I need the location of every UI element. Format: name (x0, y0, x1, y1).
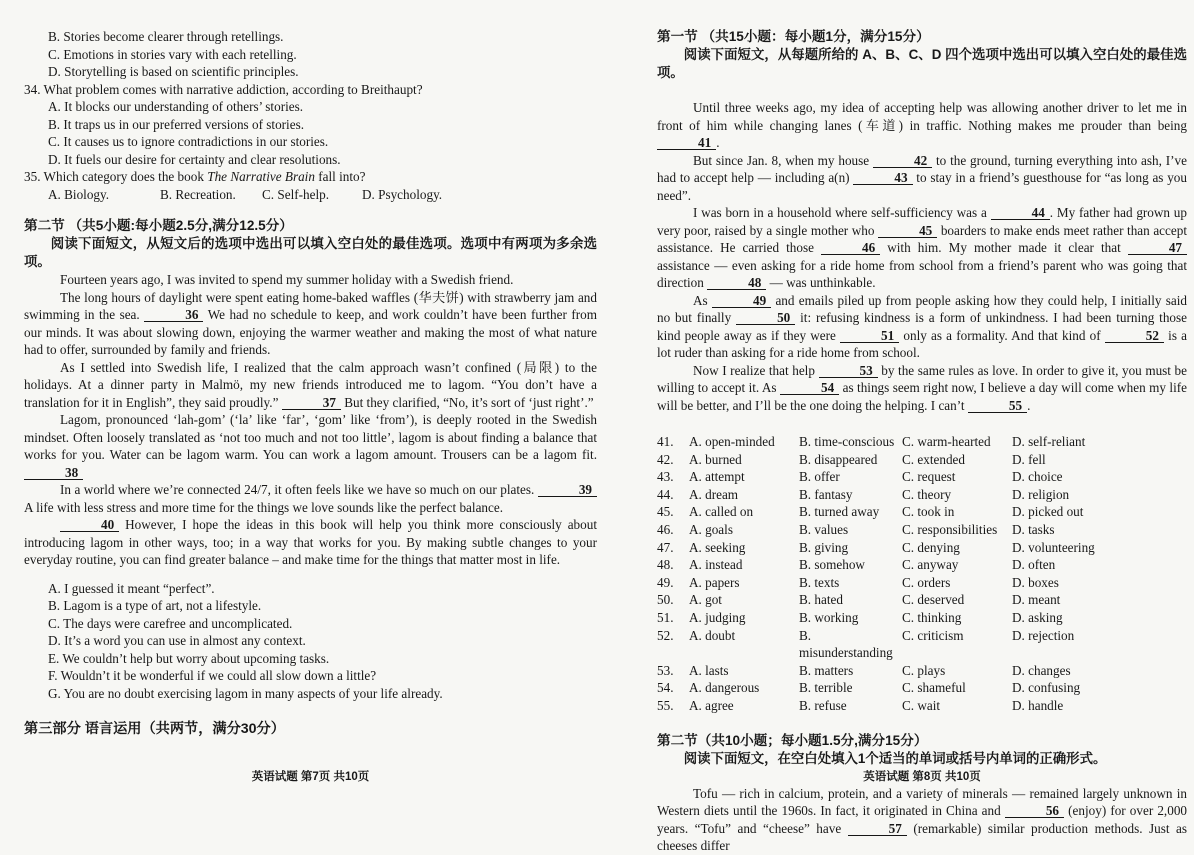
option-a: A. got (689, 592, 722, 608)
option-b: B. somehow (799, 557, 865, 573)
q-number: 55. (657, 697, 674, 713)
question-35-stem-post: fall into? (314, 169, 366, 184)
page-8-footer: 英语试题 第8页 共10页 (863, 771, 981, 783)
option-b: B. texts (799, 574, 840, 590)
blank-55: 55 (968, 400, 1027, 413)
section-2-heading: 第二节 （共5小题:每小题2.5分,满分12.5分） (24, 218, 293, 233)
passage-paragraph: But since Jan. 8, when my house 42 to the ground, turning everything into ash, I’ve had to accept help — including a(n) 43 to stay in a friend’s guesthouse for “as long as you need”. (657, 152, 1187, 203)
option-a: A. instead (689, 557, 743, 573)
question-34 (24, 81, 597, 169)
option-33-c: C. Emotions in stories vary with each retelling. (48, 46, 297, 62)
q-number: 53. (657, 662, 674, 678)
choice-b: B. Lagom is a type of art, not a lifestyle. (48, 598, 262, 613)
option-a: A. goals (689, 521, 733, 537)
table-row (657, 697, 1187, 715)
option-c: C. denying (902, 539, 960, 555)
page-7-footer: 英语试题 第7页 共10页 (251, 771, 370, 783)
option-c: C. shameful (902, 680, 966, 696)
passage-paragraph: As 49 and emails piled up from people asking how they could help, I initially said no but finally 50 it: refusing kindness is a form of unkindness. I had been turning those kind people away as if they were 51 only as a formality. And that kind of 52 is a lot ruder than asking for a ride home from school. (657, 292, 1188, 360)
option-d: D. asking (1012, 609, 1063, 625)
option-34-c: C. It causes us to ignore contradictions in our stories. (48, 134, 329, 149)
q-number: 51. (657, 609, 674, 625)
option-a: A. attempt (689, 469, 745, 485)
table-row (657, 433, 1187, 451)
choice-e: E. We couldn’t help but worry about upcoming tasks. (48, 650, 330, 666)
option-c: C. theory (902, 486, 952, 502)
table-row (657, 468, 1187, 486)
table-row (657, 451, 1187, 469)
blank-52: 52 (1105, 330, 1164, 343)
question-34-stem: 34. What problem comes with narrative addiction, according to Breithaupt? (24, 81, 423, 97)
blank-37: 37 (282, 397, 341, 410)
blank-42: 42 (873, 155, 932, 168)
option-c: C. request (902, 469, 956, 485)
option-a: A. lasts (689, 662, 729, 678)
choice-d: D. It’s a word you can use in almost any context. (48, 633, 306, 648)
blank-53: 53 (819, 365, 878, 378)
q-number: 49. (657, 574, 674, 590)
part-3-heading: 第三部分 语言运用（共两节，满分30分） (24, 721, 285, 737)
table-row (657, 556, 1187, 574)
option-a: A. agree (689, 697, 734, 713)
q-number: 44. (657, 486, 674, 502)
option-c: C. wait (902, 697, 941, 713)
option-b: B. hated (799, 592, 843, 608)
option-b: B. giving (799, 539, 849, 555)
option-35-a: A. Biology. (48, 186, 110, 202)
option-35-b: B. Recreation. (160, 186, 236, 202)
option-33-d: D. Storytelling is based on scientific principles. (48, 64, 299, 79)
option-c: C. plays (902, 662, 946, 678)
option-34-a: A. It blocks our understanding of others’ stories. (48, 99, 304, 114)
option-d: D. meant (1012, 592, 1061, 608)
option-b: B. offer (799, 469, 840, 485)
option-a: A. called on (689, 504, 754, 520)
option-c: C. extended (902, 451, 965, 467)
table-row (657, 679, 1187, 697)
option-d: D. boxes (1012, 574, 1059, 590)
option-a: A. judging (689, 609, 746, 625)
passage-paragraph: Now I realize that help 53 by the same rules as love. In order to give it, you must be willing to accept it. As 54 as things seem right now, I believe a day will come when my life will be better, and I’ll be the one doing the helping. I can’t 55 . (657, 362, 1187, 413)
table-row (657, 627, 1187, 662)
option-b: B. working (799, 609, 859, 625)
cloze-test-passage (657, 99, 1187, 414)
page-8 (657, 0, 1188, 853)
blank-39: 39 (538, 484, 597, 497)
book-title: The Narrative Brain (207, 169, 315, 184)
question-35 (24, 168, 597, 203)
table-row (657, 591, 1187, 609)
blank-49: 49 (712, 295, 771, 308)
option-c: C. thinking (902, 609, 962, 625)
section-1-instruction: 阅读下面短文，从每题所给的 A、B、C、D 四个选项中选出可以填入空白处的最佳选项。 (657, 47, 1187, 80)
option-d: D. often (1012, 557, 1056, 573)
option-d: D. choice (1012, 469, 1063, 485)
option-a: A. dream (689, 486, 739, 502)
blank-48: 48 (707, 277, 766, 290)
option-d: D. fell (1012, 451, 1046, 467)
option-c: C. anyway (902, 557, 959, 573)
q-number: 43. (657, 469, 674, 485)
choice-f: F. Wouldn’t it be wonderful if we could all slow down a little? (48, 668, 377, 683)
grammar-fill-passage (657, 785, 1187, 855)
blank-51: 51 (840, 330, 899, 343)
blank-41: 41 (657, 137, 716, 150)
option-a: A. dangerous (689, 680, 760, 696)
blank-36: 36 (144, 309, 203, 322)
section-2-instruction: 阅读下面短文，从短文后的选项中选出可以填入空白处的最佳选项。选项中有两项为多余选项。 (24, 236, 597, 269)
option-a: A. open-minded (689, 434, 775, 449)
question-35-stem (24, 168, 597, 186)
blank-44: 44 (991, 207, 1050, 220)
passage-paragraph: I was born in a household where self-sufficiency was a 44 . My father had grown up very poor, raised by a single mother who 45 boarders to make ends meet rather than accept assistance. He carried those 46 with him. My mother made it clear that 47 assistance — even asking for a ride home from school from a friend’s parent who was going that direction 48 — was unthinkable. (657, 205, 1187, 290)
blank-45: 45 (878, 225, 937, 238)
blank-38: 38 (24, 467, 83, 480)
option-d: D. picked out (1012, 504, 1084, 520)
option-c: C. warm-hearted (902, 434, 991, 449)
q-number: 41. (657, 434, 674, 449)
option-a: A. seeking (689, 539, 746, 555)
table-row (657, 574, 1187, 592)
option-d: D. volunteering (1012, 539, 1095, 555)
q-number: 47. (657, 539, 674, 555)
option-c: C. deserved (902, 592, 965, 608)
choice-a: A. I guessed it meant “perfect”. (48, 580, 215, 596)
option-a: A. burned (689, 451, 742, 467)
page-7 (24, 0, 597, 800)
blank-54: 54 (780, 382, 839, 395)
option-d: D. confusing (1012, 680, 1081, 696)
table-row (657, 609, 1187, 627)
q-number: 48. (657, 557, 674, 573)
option-b: B. misunderstanding (799, 627, 893, 661)
blank-50: 50 (736, 312, 795, 325)
question-35-options (24, 186, 597, 204)
blank-57: 57 (848, 823, 907, 836)
option-b: B. disappeared (799, 451, 878, 467)
option-d: D. rejection (1012, 627, 1075, 643)
option-d: D. changes (1012, 662, 1071, 678)
option-c: C. criticism (902, 627, 964, 643)
option-c: C. took in (902, 504, 955, 520)
section-2-heading: 第二节（共10小题；每小题1.5分,满分15分） (657, 732, 928, 748)
q-number: 54. (657, 680, 674, 696)
passage-paragraph: In a world where we’re connected 24/7, it often feels like we have so much on our plates. 39 A life with less stress and more time for the things we love sounds like the perfect balance. (24, 481, 597, 516)
cloze-passage (24, 271, 597, 569)
table-row (657, 662, 1187, 680)
cloze-choices (24, 580, 597, 703)
blank-56: 56 (1005, 805, 1064, 818)
choice-g: G. You are no doubt exercising lagom in many aspects of your life already. (48, 685, 443, 701)
option-c: C. responsibilities (902, 521, 998, 537)
option-d: D. religion (1012, 486, 1070, 502)
option-35-c: C. Self-help. (262, 186, 330, 202)
option-b: B. matters (799, 662, 854, 678)
blank-47: 47 (1128, 242, 1187, 255)
option-b: B. turned away (799, 504, 880, 520)
q-number: 46. (657, 521, 674, 537)
option-b: B. time-conscious (799, 434, 895, 449)
passage-paragraph: Until three weeks ago, my idea of accepting help was allowing another driver to let me in front of him while changing lanes (车道) in traffic. Nothing makes me prouder than being 41 . (657, 100, 1187, 150)
passage-paragraph: The long hours of daylight were spent eating home-baked waffles (华夫饼) with strawberry jam and swimming in the sea. 36 We had no schedule to keep, and work couldn’t have been further from our minds. It was about slowing down, enjoying the warmer weather and making the most of what nature had to offer, surrounded by family and friends. (24, 289, 597, 357)
option-b: B. refuse (799, 697, 847, 713)
section-1-heading: 第一节 （共15小题：每小题1分，满分15分） (657, 29, 930, 44)
option-d: D. handle (1012, 697, 1064, 713)
option-d: D. self-reliant (1012, 434, 1086, 449)
option-33-b: B. Stories become clearer through retellings. (48, 29, 284, 44)
q-number: 52. (657, 627, 674, 643)
option-35-d: D. Psychology. (362, 186, 443, 202)
table-row (657, 503, 1187, 521)
option-d: D. tasks (1012, 521, 1055, 537)
question-35-stem-pre: 35. Which category does the book (24, 169, 208, 184)
option-b: B. fantasy (799, 486, 853, 502)
option-34-d: D. It fuels our desire for certainty and clear resolutions. (48, 151, 341, 167)
section-2-instruction: 阅读下面短文，在空白处填入1个适当的单词或括号内单词的正确形式。 (683, 750, 1107, 766)
passage-paragraph: 40 However, I hope the ideas in this book will help you think more consciously about introducing lagom in other ways, too; in a way that works for you. By making subtle changes to your everyday routine, you can find greater balance – and make time for the things that matter most in life. (24, 517, 597, 567)
question-33-options (24, 28, 597, 81)
blank-40: 40 (60, 519, 119, 532)
q-number: 50. (657, 592, 674, 608)
q-number: 45. (657, 504, 674, 520)
option-b: B. terrible (799, 680, 853, 696)
blank-46: 46 (821, 242, 880, 255)
option-c: C. orders (902, 574, 951, 590)
option-34-b: B. It traps us in our preferred versions of stories. (48, 116, 304, 132)
blank-43: 43 (853, 172, 912, 185)
passage-paragraph: Tofu — rich in calcium, protein, and a variety of minerals — remained largely unknown in Western diets until the 1960s. In fact, it originated in China and 56 (enjoy) for over 2,000 years. “Tofu” and “cheese” have 57 (remarkable) similar production methods. Just as cheeses differ (657, 785, 1188, 853)
option-a: A. doubt (689, 627, 736, 643)
passage-paragraph: As I settled into Swedish life, I realized that the calm approach wasn’t confined (局限) to the holidays. At a dinner party in Malmö, my new friends introduced me to lagom. “You don’t have a translation for it in English”, they said proudly.” 37 But they clarified, “No, it’s sort of ‘just right’.” (24, 359, 597, 410)
choice-c: C. The days were carefree and uncomplicated. (48, 615, 293, 631)
table-row (657, 521, 1187, 539)
options-table (657, 433, 1187, 715)
passage-paragraph: Lagom, pronounced ‘lah-gom’ (‘la’ like ‘far’, ‘gom’ like ‘from’), is deeply rooted in the Swedish mindset. Often loosely translated as ‘not too much and not too little’, lagom is about finding a balance that works for you. Water can be lagom warm. You can work a lagom amount. Trousers can be a lagom fit. 38 (24, 412, 597, 480)
q-number: 42. (657, 451, 674, 467)
option-b: B. values (799, 521, 849, 537)
passage-paragraph: Fourteen years ago, I was invited to spend my summer holiday with a Swedish friend. (60, 272, 514, 287)
table-row (657, 539, 1187, 557)
option-a: A. papers (689, 574, 740, 590)
table-row (657, 486, 1187, 504)
